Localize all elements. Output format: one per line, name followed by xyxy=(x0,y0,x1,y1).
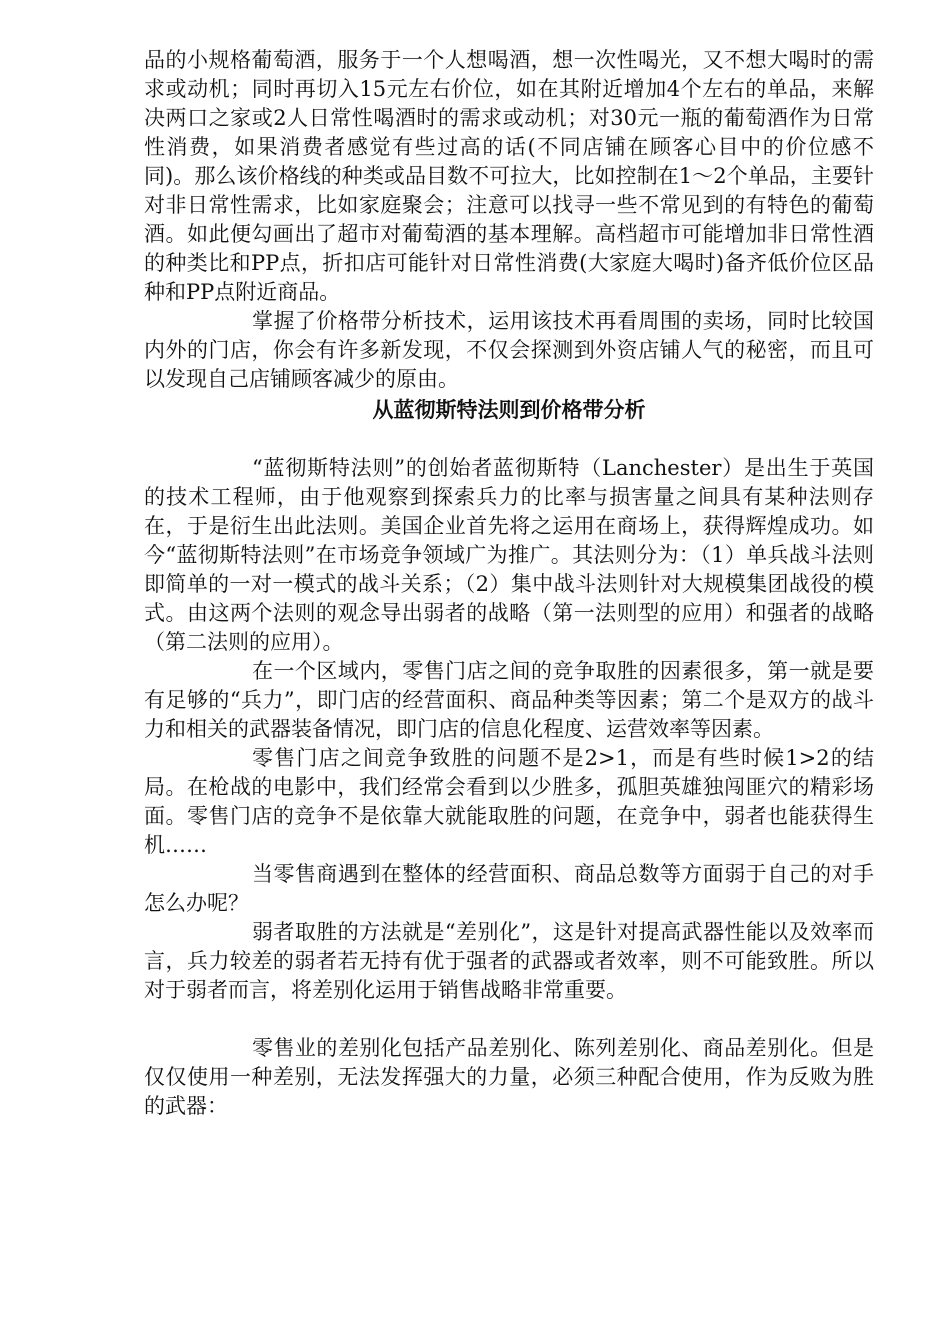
paragraph-wine-pricing: 品的小规格葡萄酒，服务于一个人想喝酒，想一次性喝光，又不想大喝时的需求或动机；同时再切入15元左右价位，如在其附近增加4个左右的单品，来解决两口之家或2人日常性喝酒时的需求或动机；对30元一瓶的葡萄酒作为日常性消费，如果消费者感觉有些过高的话(不同店铺在顾客心目中的价位感不同)。那么该价格线的种类或品目数不可拉大，比如控制在1～2个单品，主要针对非日常性需求，比如家庭聚会；注意可以找寻一些不常见到的有特色的葡萄酒。如此便勾画出了超市对葡萄酒的基本理解。高档超市可能增加非日常性酒的种类比和PP点，折扣店可能针对日常性消费(大家庭大喝时)备齐低价位区品种和PP点附近商品。 xyxy=(144,48,874,304)
document-page xyxy=(144,46,874,1121)
spacer xyxy=(144,1005,874,1034)
section-heading: 从蓝彻斯特法则到价格带分析 xyxy=(372,398,646,422)
paragraph-lanchester-law: “蓝彻斯特法则”的创始者蓝彻斯特（Lanchester）是出生于英国的技术工程师，由于他观察到探索兵力的比率与损害量之间具有某种法则存在，于是衍生出此法则。美国企业首先将之运用在商场上，获得辉煌成功。如今“蓝彻斯特法则”在市场竞争领域广为推广。其法则分为：（1）单兵战斗法则即简单的一对一模式的战斗关系；（2）集中战斗法则针对大规模集团战役的模式。由这两个法则的观念导出弱者的战略（第一法则型的应用）和强者的战略（第二法则的应用）。 xyxy=(144,456,874,654)
paragraph-competition-factors: 在一个区域内，零售门店之间的竞争取胜的因素很多，第一就是要有足够的“兵力”，即门店的经营面积、商品种类等因素；第二个是双方的战斗力和相关的武器装备情况，即门店的信息化程度、运营效率等因素。 xyxy=(144,659,874,741)
paragraph-price-band-technique: 掌握了价格带分析技术，运用该技术再看周围的卖场，同时比较国内外的门店，你会有许多新发现，不仅会探测到外资店铺人气的秘密，而且可以发现自己店铺顾客减少的原由。 xyxy=(144,309,874,391)
paragraph-differentiation: 弱者取胜的方法就是“差别化”，这是针对提高武器性能以及效率而言，兵力较差的弱者若无持有优于强者的武器或者效率，则不可能致胜。所以对于弱者而言，将差别化运用于销售战略非常重要。 xyxy=(144,920,874,1002)
paragraph-retail-differentiation: 零售业的差别化包括产品差别化、陈列差别化、商品差别化。但是仅仅使用一种差别，无法发挥强大的力量，必须三种配合使用，作为反败为胜的武器： xyxy=(144,1036,874,1118)
paragraph-question: 当零售商遇到在整体的经营面积、商品总数等方面弱于自己的对手怎么办呢？ xyxy=(144,862,874,915)
paragraph-weak-can-win: 零售门店之间竞争致胜的问题不是2>1，而是有些时候1>2的结局。在枪战的电影中，我们经常会看到以少胜多，孤胆英雄独闯匪穴的精彩场面。零售门店的竞争不是依靠大就能取胜的问题，在竞争中，弱者也能获得生机…… xyxy=(144,746,874,857)
spacer xyxy=(144,425,874,454)
